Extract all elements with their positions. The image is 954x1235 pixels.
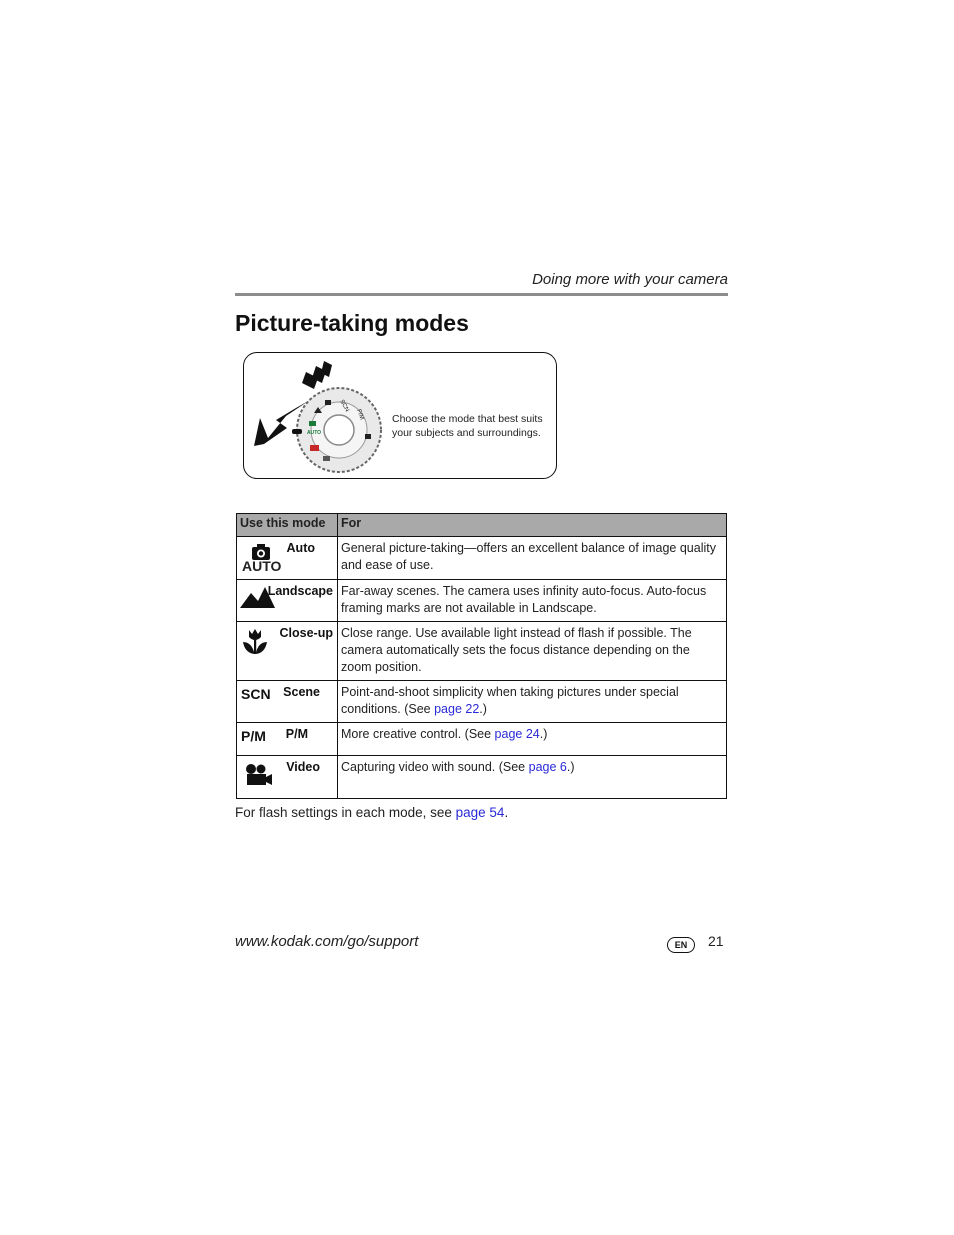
- mode-cell-auto: [237, 537, 338, 580]
- dial-video-icon: [365, 434, 371, 439]
- dial-pm-label: P/M: [355, 408, 365, 421]
- language-badge: EN: [667, 937, 695, 953]
- dial-button: [324, 415, 354, 445]
- desc-text: .): [539, 727, 548, 741]
- footer-url: www.kodak.com/go/support: [235, 933, 419, 950]
- pm-icon: P/M: [241, 728, 266, 744]
- mode-dial-figure: [243, 352, 557, 479]
- mode-table: [236, 513, 727, 799]
- mode-desc-closeup: Close range. Use available light instead of flash if possible. The camera automatically sets the focus distance depending on the zoom position.: [338, 622, 727, 681]
- table-row: [237, 681, 727, 723]
- mode-desc-scene: [338, 681, 727, 723]
- mode-desc-pm: [338, 723, 727, 756]
- closeup-flower-icon: [240, 626, 270, 658]
- header-for: For: [338, 514, 727, 537]
- mode-cell-closeup: [237, 622, 338, 681]
- auto-icon-label: AUTO: [242, 558, 282, 574]
- mode-cell-landscape: [237, 580, 338, 622]
- table-header-row: [237, 514, 727, 537]
- dial-closeup-icon: [325, 400, 331, 405]
- mode-name-scene: Scene: [283, 685, 320, 699]
- desc-text: .): [479, 702, 487, 716]
- page-22-link[interactable]: page 22: [434, 702, 480, 716]
- page-24-link[interactable]: page 24: [494, 727, 540, 741]
- page-6-link[interactable]: page 6: [528, 760, 567, 774]
- section-header: Doing more with your camera: [532, 271, 728, 288]
- mode-cell-video: [237, 756, 338, 799]
- note-text: For flash settings in each mode, see: [235, 805, 456, 820]
- mode-cell-pm: [237, 723, 338, 756]
- mode-name-video: Video: [286, 760, 320, 774]
- table-row: [237, 756, 727, 799]
- video-camera-icon: [240, 760, 274, 790]
- page-title: Picture-taking modes: [235, 310, 469, 336]
- dial-review-icon: [310, 445, 319, 451]
- page-54-link[interactable]: page 54: [455, 805, 505, 820]
- dial-auto-label: AUTO: [307, 430, 322, 436]
- page-number: 21: [708, 933, 724, 949]
- mode-desc-landscape: Far-away scenes. The camera uses infinity auto-focus. Auto-focus framing marks are not available in Landscape.: [338, 580, 727, 622]
- mode-cell-scene: [237, 681, 338, 723]
- desc-text: More creative control. (See: [341, 727, 495, 741]
- flash-note: [235, 805, 508, 820]
- dial-caption: Choose the mode that best suits your subjects and surroundings.: [392, 413, 543, 439]
- mode-desc-video: [338, 756, 727, 799]
- table-row: [237, 580, 727, 622]
- note-text: .: [504, 805, 509, 820]
- desc-text: Point-and-shoot simplicity when taking pictures under special conditions. (See: [341, 685, 679, 716]
- mode-name-auto: Auto: [286, 541, 315, 555]
- dial-favorites-icon: [323, 456, 330, 461]
- mode-dial-illustration: [252, 358, 387, 476]
- table-row: [237, 537, 727, 580]
- dial-auto-camera-icon: [309, 421, 316, 426]
- dial-pointer: [292, 429, 302, 434]
- header-use-this-mode: Use this mode: [237, 514, 338, 537]
- table-row: [237, 622, 727, 681]
- mode-desc-auto: General picture-taking—offers an excellent balance of image quality and ease of use.: [338, 537, 727, 580]
- table-row: [237, 723, 727, 756]
- header-rule: [235, 293, 728, 296]
- scn-icon: SCN: [241, 686, 271, 702]
- desc-text: .): [566, 760, 575, 774]
- dial-scn-label: SCN: [338, 399, 350, 413]
- mode-name-pm: P/M: [285, 727, 308, 741]
- mode-name-closeup: Close-up: [279, 626, 333, 640]
- desc-text: Capturing video with sound. (See: [341, 760, 529, 774]
- mode-name-landscape: Landscape: [267, 584, 333, 598]
